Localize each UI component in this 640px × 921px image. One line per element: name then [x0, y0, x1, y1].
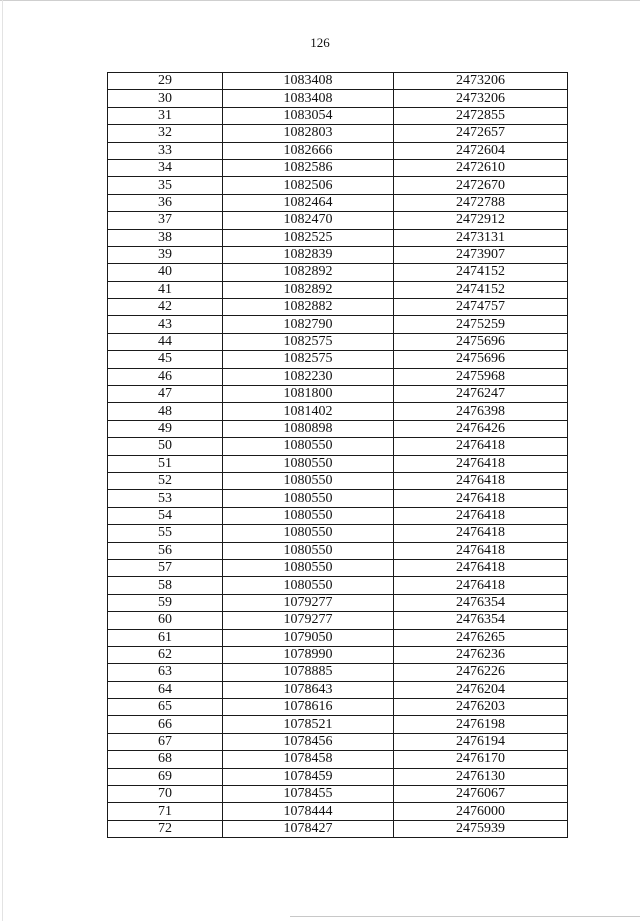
table-row — [108, 542, 568, 559]
cell-y-coordinate: 2473206 — [394, 73, 568, 90]
cell-y-coordinate: 2475259 — [394, 316, 568, 333]
cell-x-coordinate: 1081800 — [223, 386, 394, 403]
cell-y-coordinate: 2474757 — [394, 299, 568, 316]
cell-point-number: 29 — [108, 73, 223, 90]
cell-x-coordinate: 1082525 — [223, 229, 394, 246]
cell-point-number: 54 — [108, 507, 223, 524]
cell-y-coordinate: 2476418 — [394, 577, 568, 594]
table-row — [108, 420, 568, 437]
cell-point-number: 50 — [108, 438, 223, 455]
cell-x-coordinate: 1082892 — [223, 264, 394, 281]
cell-y-coordinate: 2476418 — [394, 438, 568, 455]
cell-y-coordinate: 2476265 — [394, 629, 568, 646]
cell-point-number: 68 — [108, 751, 223, 768]
coordinates-table-body — [108, 73, 568, 838]
cell-x-coordinate: 1080550 — [223, 472, 394, 489]
cell-point-number: 56 — [108, 542, 223, 559]
cell-y-coordinate: 2476170 — [394, 751, 568, 768]
table-row — [108, 472, 568, 489]
cell-point-number: 38 — [108, 229, 223, 246]
cell-point-number: 35 — [108, 177, 223, 194]
cell-point-number: 67 — [108, 733, 223, 750]
cell-x-coordinate: 1078616 — [223, 699, 394, 716]
cell-y-coordinate: 2472610 — [394, 159, 568, 176]
cell-y-coordinate: 2472855 — [394, 107, 568, 124]
cell-y-coordinate: 2474152 — [394, 264, 568, 281]
cell-point-number: 71 — [108, 803, 223, 820]
cell-y-coordinate: 2476426 — [394, 420, 568, 437]
scan-edge-top — [0, 0, 640, 1]
cell-point-number: 55 — [108, 525, 223, 542]
cell-point-number: 70 — [108, 786, 223, 803]
cell-x-coordinate: 1082464 — [223, 194, 394, 211]
cell-y-coordinate: 2476398 — [394, 403, 568, 420]
cell-x-coordinate: 1080550 — [223, 507, 394, 524]
table-row — [108, 246, 568, 263]
table-row — [108, 629, 568, 646]
table-row — [108, 299, 568, 316]
scan-edge-left — [2, 0, 3, 921]
cell-x-coordinate: 1078427 — [223, 820, 394, 837]
cell-x-coordinate: 1080550 — [223, 455, 394, 472]
cell-point-number: 39 — [108, 246, 223, 263]
table-row — [108, 664, 568, 681]
table-row — [108, 403, 568, 420]
cell-point-number: 34 — [108, 159, 223, 176]
cell-y-coordinate: 2476418 — [394, 490, 568, 507]
table-row — [108, 786, 568, 803]
cell-x-coordinate: 1079277 — [223, 612, 394, 629]
cell-point-number: 45 — [108, 351, 223, 368]
cell-y-coordinate: 2476418 — [394, 507, 568, 524]
table-row — [108, 142, 568, 159]
cell-y-coordinate: 2476203 — [394, 699, 568, 716]
cell-point-number: 65 — [108, 699, 223, 716]
table-row — [108, 73, 568, 90]
scan-edge-bottom — [290, 916, 640, 917]
cell-y-coordinate: 2476418 — [394, 525, 568, 542]
cell-point-number: 72 — [108, 820, 223, 837]
cell-y-coordinate: 2476198 — [394, 716, 568, 733]
table-row — [108, 559, 568, 576]
cell-y-coordinate: 2476194 — [394, 733, 568, 750]
table-row — [108, 333, 568, 350]
cell-x-coordinate: 1079277 — [223, 594, 394, 611]
cell-x-coordinate: 1082882 — [223, 299, 394, 316]
cell-point-number: 44 — [108, 333, 223, 350]
table-row — [108, 612, 568, 629]
cell-point-number: 41 — [108, 281, 223, 298]
cell-y-coordinate: 2472788 — [394, 194, 568, 211]
cell-y-coordinate: 2476418 — [394, 542, 568, 559]
cell-x-coordinate: 1080550 — [223, 559, 394, 576]
table-row — [108, 368, 568, 385]
table-row — [108, 820, 568, 837]
table-row — [108, 316, 568, 333]
cell-y-coordinate: 2476000 — [394, 803, 568, 820]
cell-y-coordinate: 2475939 — [394, 820, 568, 837]
cell-point-number: 53 — [108, 490, 223, 507]
table-row — [108, 438, 568, 455]
table-row — [108, 125, 568, 142]
table-row — [108, 681, 568, 698]
cell-point-number: 57 — [108, 559, 223, 576]
cell-y-coordinate: 2473206 — [394, 90, 568, 107]
cell-x-coordinate: 1078990 — [223, 646, 394, 663]
cell-point-number: 62 — [108, 646, 223, 663]
cell-x-coordinate: 1083054 — [223, 107, 394, 124]
cell-x-coordinate: 1082892 — [223, 281, 394, 298]
cell-x-coordinate: 1080550 — [223, 438, 394, 455]
cell-point-number: 61 — [108, 629, 223, 646]
table-row — [108, 646, 568, 663]
cell-point-number: 36 — [108, 194, 223, 211]
cell-point-number: 47 — [108, 386, 223, 403]
cell-x-coordinate: 1082586 — [223, 159, 394, 176]
cell-y-coordinate: 2472912 — [394, 212, 568, 229]
cell-point-number: 31 — [108, 107, 223, 124]
cell-x-coordinate: 1083408 — [223, 73, 394, 90]
cell-point-number: 48 — [108, 403, 223, 420]
table-row — [108, 386, 568, 403]
table-row — [108, 455, 568, 472]
cell-point-number: 66 — [108, 716, 223, 733]
cell-x-coordinate: 1078643 — [223, 681, 394, 698]
cell-point-number: 37 — [108, 212, 223, 229]
cell-y-coordinate: 2476067 — [394, 786, 568, 803]
cell-x-coordinate: 1082506 — [223, 177, 394, 194]
table-row — [108, 490, 568, 507]
cell-point-number: 59 — [108, 594, 223, 611]
cell-x-coordinate: 1082839 — [223, 246, 394, 263]
cell-y-coordinate: 2472604 — [394, 142, 568, 159]
cell-x-coordinate: 1080898 — [223, 420, 394, 437]
cell-y-coordinate: 2476354 — [394, 594, 568, 611]
table-row — [108, 507, 568, 524]
cell-point-number: 63 — [108, 664, 223, 681]
cell-x-coordinate: 1082575 — [223, 333, 394, 350]
cell-x-coordinate: 1081402 — [223, 403, 394, 420]
table-row — [108, 107, 568, 124]
cell-y-coordinate: 2476354 — [394, 612, 568, 629]
cell-x-coordinate: 1083408 — [223, 90, 394, 107]
cell-y-coordinate: 2476130 — [394, 768, 568, 785]
cell-point-number: 51 — [108, 455, 223, 472]
cell-y-coordinate: 2476418 — [394, 559, 568, 576]
table-row — [108, 177, 568, 194]
cell-x-coordinate: 1082803 — [223, 125, 394, 142]
cell-x-coordinate: 1080550 — [223, 525, 394, 542]
table-row — [108, 699, 568, 716]
cell-y-coordinate: 2472670 — [394, 177, 568, 194]
table-row — [108, 264, 568, 281]
cell-x-coordinate: 1080550 — [223, 490, 394, 507]
cell-point-number: 64 — [108, 681, 223, 698]
cell-point-number: 30 — [108, 90, 223, 107]
cell-point-number: 43 — [108, 316, 223, 333]
cell-point-number: 32 — [108, 125, 223, 142]
table-row — [108, 525, 568, 542]
cell-point-number: 33 — [108, 142, 223, 159]
cell-y-coordinate: 2474152 — [394, 281, 568, 298]
table-row — [108, 194, 568, 211]
cell-y-coordinate: 2473131 — [394, 229, 568, 246]
cell-x-coordinate: 1080550 — [223, 542, 394, 559]
cell-y-coordinate: 2473907 — [394, 246, 568, 263]
cell-x-coordinate: 1082666 — [223, 142, 394, 159]
cell-point-number: 52 — [108, 472, 223, 489]
table-row — [108, 803, 568, 820]
cell-x-coordinate: 1082790 — [223, 316, 394, 333]
cell-y-coordinate: 2476204 — [394, 681, 568, 698]
cell-x-coordinate: 1078456 — [223, 733, 394, 750]
cell-x-coordinate: 1082470 — [223, 212, 394, 229]
cell-point-number: 58 — [108, 577, 223, 594]
cell-x-coordinate: 1079050 — [223, 629, 394, 646]
cell-x-coordinate: 1082230 — [223, 368, 394, 385]
coordinates-table — [107, 72, 568, 838]
cell-point-number: 46 — [108, 368, 223, 385]
table-row — [108, 90, 568, 107]
table-row — [108, 751, 568, 768]
table-row — [108, 733, 568, 750]
table-row — [108, 281, 568, 298]
cell-x-coordinate: 1078458 — [223, 751, 394, 768]
table-row — [108, 577, 568, 594]
table-row — [108, 159, 568, 176]
cell-x-coordinate: 1078885 — [223, 664, 394, 681]
table-row — [108, 212, 568, 229]
table-row — [108, 716, 568, 733]
cell-point-number: 69 — [108, 768, 223, 785]
table-row — [108, 594, 568, 611]
cell-y-coordinate: 2475696 — [394, 333, 568, 350]
cell-point-number: 42 — [108, 299, 223, 316]
cell-y-coordinate: 2476247 — [394, 386, 568, 403]
table-row — [108, 768, 568, 785]
cell-y-coordinate: 2475968 — [394, 368, 568, 385]
cell-x-coordinate: 1078521 — [223, 716, 394, 733]
cell-x-coordinate: 1082575 — [223, 351, 394, 368]
cell-point-number: 40 — [108, 264, 223, 281]
cell-x-coordinate: 1078444 — [223, 803, 394, 820]
cell-y-coordinate: 2476418 — [394, 455, 568, 472]
table-row — [108, 351, 568, 368]
cell-x-coordinate: 1078459 — [223, 768, 394, 785]
cell-point-number: 49 — [108, 420, 223, 437]
cell-y-coordinate: 2476236 — [394, 646, 568, 663]
cell-y-coordinate: 2475696 — [394, 351, 568, 368]
cell-point-number: 60 — [108, 612, 223, 629]
cell-y-coordinate: 2476418 — [394, 472, 568, 489]
table-row — [108, 229, 568, 246]
cell-y-coordinate: 2472657 — [394, 125, 568, 142]
cell-y-coordinate: 2476226 — [394, 664, 568, 681]
cell-x-coordinate: 1080550 — [223, 577, 394, 594]
cell-x-coordinate: 1078455 — [223, 786, 394, 803]
page-number: 126 — [310, 35, 330, 50]
